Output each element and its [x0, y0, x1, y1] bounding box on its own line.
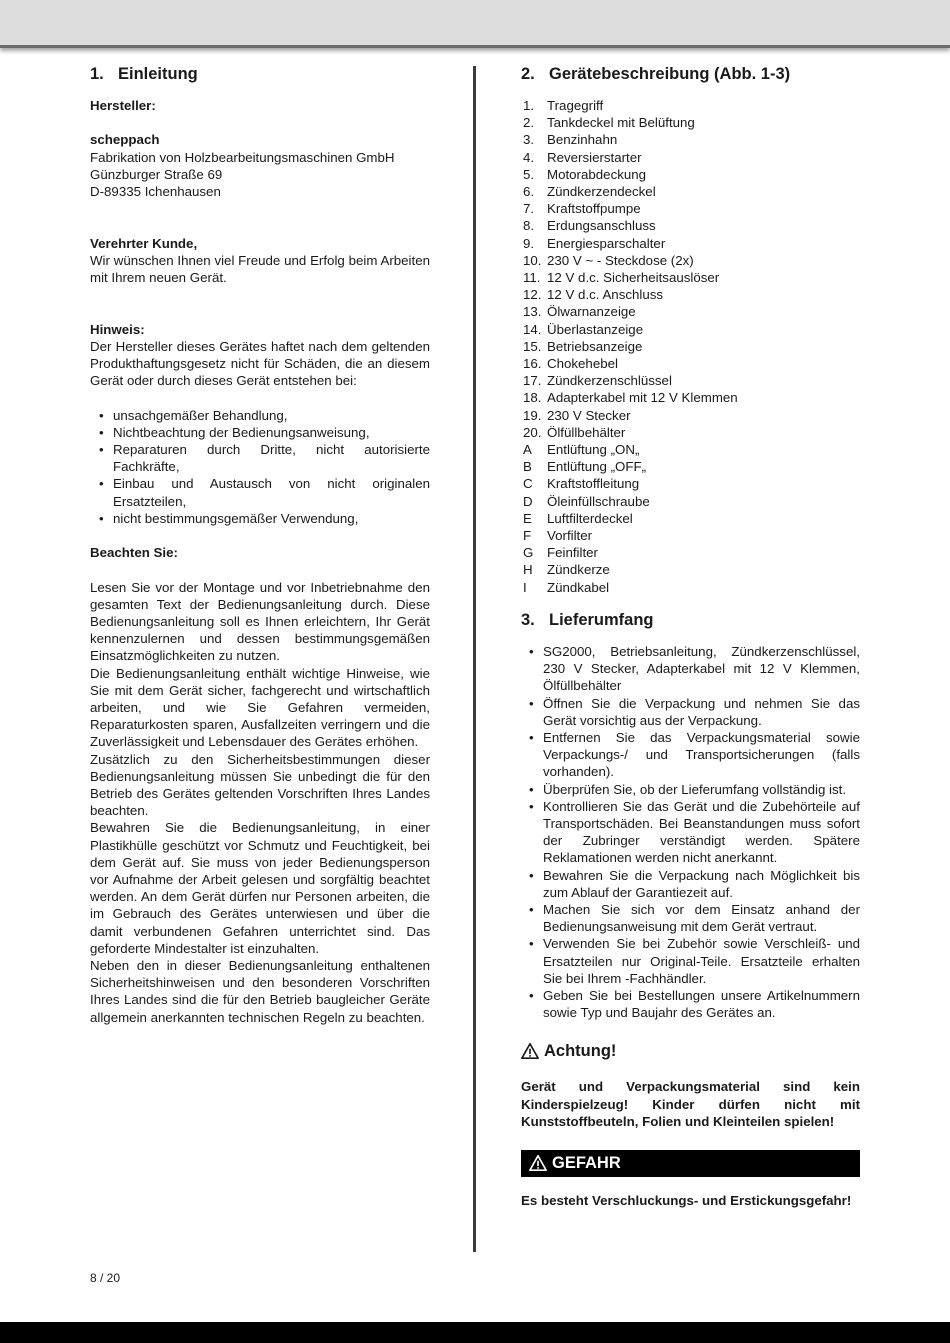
list-item	[521, 475, 860, 492]
warning-icon	[529, 1154, 547, 1172]
beachten-paragraph: Die Bedienungsanleitung enthält wichtige Hinweise, wie Sie mit dem Gerät sicher, fachgerecht und wirtschaftlich arbeiten, und wie Sie Gefahren vermeiden, Reparaturkosten sparen, Ausfallzeiten verringern und die Zuverlässigkeit und Lebensdauer des Gerätes erhöhen.	[90, 665, 430, 750]
list-item	[521, 252, 860, 269]
part-key: 11.	[523, 270, 541, 286]
gefahr-text: Es besteht Verschluckungs- und Erstickungsgefahr!	[521, 1192, 852, 1208]
part-label: Zündkerzenschlüssel	[547, 373, 672, 389]
hinweis-text: Der Hersteller dieses Gerätes haftet nach dem geltenden Produkthaftungsgesetz nicht für Schäden, die an diesem Gerät oder durch dieses Gerät entstehen bei:	[90, 338, 430, 389]
heading-number: 1.	[90, 65, 104, 83]
part-key: 20.	[523, 424, 542, 440]
part-label: 230 V ~ - Steckdose (2x)	[547, 252, 694, 268]
part-key: H	[523, 562, 533, 578]
list-item	[521, 389, 860, 406]
list-item	[521, 217, 860, 234]
heading-text: Gerätebeschreibung (Abb. 1-3)	[549, 65, 791, 83]
part-label: Zündkabel	[547, 579, 610, 595]
section-heading-geraetebeschreibung	[521, 64, 860, 84]
kunde-label: Verehrter Kunde,	[90, 235, 198, 251]
part-label: 230 V Stecker	[547, 407, 631, 423]
list-item: • Nichtbeachtung der Bedienungsanweisung,	[90, 424, 430, 441]
beachten-paragraph: Bewahren Sie die Bedienungsanleitung, in einer Plastikhülle geschützt vor Schmutz und Feuchtigkeit, bei dem Gerät auf. Sie muss von jeder Bedienungsperson vor Aufnahme der Arbeit gelesen und sorgfältig beachtet werden. An dem Gerät dürfen nur Personen arbeiten, die im Gebrauch des Gerätes unterwiesen und über die damit verbundenen Gefahren unterrichtet sind. Das geforderte Mindestalter ist einzuhalten.	[90, 820, 430, 956]
part-key: 14.	[523, 321, 542, 337]
list-item: • SG2000, Betriebsanleitung, Zündkerzenschlüssel, 230 V Stecker, Adapterkabel mit 12 V Klemmen, Ölfüllbehälter	[521, 643, 860, 695]
warning-icon	[521, 1042, 539, 1060]
part-label: Feinfilter	[547, 545, 598, 561]
part-label: Tankdeckel mit Belüftung	[547, 115, 695, 131]
list-item: • unsachgemäßer Behandlung,	[90, 407, 430, 424]
beachten-label: Beachten Sie:	[90, 545, 178, 561]
list-item	[521, 321, 860, 338]
part-label: Luftfilterdeckel	[547, 510, 633, 526]
gefahr-title: GEFAHR	[552, 1153, 621, 1172]
gefahr-banner	[521, 1150, 860, 1177]
list-item	[521, 441, 860, 458]
part-label: Kraftstoffpumpe	[547, 201, 641, 217]
list-item: • Machen Sie sich vor dem Einsatz anhand der Bedienungsanweisung mit dem Gerät vertraut.	[521, 901, 860, 935]
part-key: 4.	[523, 149, 535, 165]
list-item	[521, 131, 860, 148]
list-item	[521, 149, 860, 166]
list-item: • Einbau und Austausch von nicht originalen Ersatzteilen,	[90, 475, 430, 509]
part-key: 9.	[523, 235, 535, 251]
part-key: 19.	[523, 407, 542, 423]
part-label: 12 V d.c. Anschluss	[547, 287, 664, 303]
part-key: A	[523, 442, 532, 458]
part-key: 17.	[523, 373, 542, 389]
hersteller-label: Hersteller:	[90, 98, 156, 113]
list-item	[521, 561, 860, 578]
part-key: 15.	[523, 338, 542, 354]
achtung-title: Achtung!	[544, 1042, 617, 1061]
list-item	[521, 200, 860, 217]
list-item	[521, 493, 860, 510]
part-key: D	[523, 493, 533, 509]
heading-text: Einleitung	[118, 65, 198, 83]
heading-number: 3.	[521, 610, 535, 629]
list-item	[521, 183, 860, 200]
part-label: Erdungsanschluss	[547, 218, 656, 234]
part-label: Ölwarnanzeige	[547, 304, 636, 320]
list-item	[521, 458, 860, 475]
list-item	[521, 303, 860, 320]
part-key: 7.	[523, 201, 535, 217]
list-item: • Verwenden Sie bei Zubehör sowie Verschleiß- und Ersatzteilen nur Original-Teile. Ersatzteile erhalten Sie bei Ihrem -Fachhändler.	[521, 935, 860, 987]
list-item: • Bewahren Sie die Verpackung nach Möglichkeit bis zum Ablauf der Garantiezeit auf.	[521, 867, 860, 901]
list-item	[521, 166, 860, 183]
part-label: Entlüftung „OFF„	[547, 459, 647, 475]
part-label: Ölfüllbehälter	[547, 424, 626, 440]
list-item	[521, 424, 860, 441]
list-item	[521, 355, 860, 372]
hinweis-list	[90, 407, 430, 527]
right-column	[521, 64, 860, 1209]
list-item	[521, 269, 860, 286]
list-item	[521, 338, 860, 355]
list-item: • Geben Sie bei Bestellungen unsere Artikelnummern sowie Typ und Baujahr des Gerätes an.	[521, 987, 860, 1021]
part-key: B	[523, 459, 532, 475]
beachten-paragraph: Lesen Sie vor der Montage und vor Inbetriebnahme den gesamten Text der Bedienungsanleitung durch. Diese Bedienungsanleitung soll es Ihnen erleichtern, Ihr Gerät kennenzulernen und dessen bestimmungsgemäßen Einsatzmöglichkeiten zu nutzen.	[90, 579, 430, 664]
page-number: 8 / 20	[90, 1271, 121, 1285]
part-label: Zündkerze	[547, 562, 610, 578]
part-label: Energiesparschalter	[547, 235, 666, 251]
beachten-paragraph: Zusätzlich zu den Sicherheitsbestimmungen dieser Bedienungsanleitung müssen Sie unbedingt die für den Betrieb des Gerätes geltenden Vorschriften Ihres Landes beachten.	[90, 751, 430, 819]
list-item: • Entfernen Sie das Verpackungsmaterial sowie Verpackungs-/ und Transportsicherungen (falls vorhanden).	[521, 729, 860, 781]
part-label: Überlastanzeige	[547, 321, 644, 337]
list-item	[521, 579, 860, 596]
achtung-text: Gerät und Verpackungsmaterial sind kein Kinderspielzeug! Kinder dürfen nicht mit Kunststoffbeuteln, Folien und Kleinteilen spielen!	[521, 1079, 860, 1129]
heading-number: 2.	[521, 65, 535, 83]
section-heading-lieferumfang	[521, 610, 860, 630]
part-label: Kraftstoffleitung	[547, 476, 640, 492]
achtung-heading	[521, 1041, 860, 1061]
part-key: 5.	[523, 166, 535, 182]
company-name: scheppach	[90, 132, 160, 148]
part-key: G	[523, 545, 534, 561]
list-item	[521, 510, 860, 527]
part-key: 18.	[523, 390, 542, 406]
column-divider	[473, 66, 476, 1252]
part-label: Tragegriff	[547, 98, 604, 113]
list-item: • Öffnen Sie die Verpackung und nehmen Sie das Gerät vorsichtig aus der Verpackung.	[521, 695, 860, 729]
list-item	[521, 544, 860, 561]
part-key: I	[523, 579, 527, 595]
part-label: Adapterkabel mit 12 V Klemmen	[547, 390, 738, 406]
part-key: 3.	[523, 132, 535, 148]
part-label: Entlüftung „ON„	[547, 442, 640, 458]
company-line: D-89335 Ichenhausen	[90, 184, 221, 199]
list-item: • Überprüfen Sie, ob der Lieferumfang vollständig ist.	[521, 781, 860, 798]
kunde-text: Wir wünschen Ihnen viel Freude und Erfolg beim Arbeiten mit Ihrem neuen Gerät.	[90, 252, 430, 285]
part-label: Benzinhahn	[547, 132, 618, 148]
parts-list	[521, 97, 860, 596]
part-key: 2.	[523, 115, 535, 131]
hinweis-label: Hinweis:	[90, 321, 145, 337]
company-line: Fabrikation von Holzbearbeitungsmaschinen GmbH	[90, 149, 395, 165]
part-key: 12.	[523, 287, 542, 303]
part-label: Motorabdeckung	[547, 166, 647, 182]
part-key: 13.	[523, 304, 542, 320]
part-key: C	[523, 476, 533, 492]
list-item: • Reparaturen durch Dritte, nicht autorisierte Fachkräfte,	[90, 441, 430, 475]
list-item	[521, 97, 860, 114]
list-item	[521, 114, 860, 131]
part-label: 12 V d.c. Sicherheitsauslöser	[547, 270, 720, 286]
company-line: Günzburger Straße 69	[90, 166, 223, 182]
list-item: • Kontrollieren Sie das Gerät und die Zubehörteile auf Transportschäden. Bei Beanstandungen muss sofort der Zubringer verständigt werden. Spätere Reklamationen werden nicht anerkannt.	[521, 798, 860, 867]
part-key: 1.	[523, 98, 535, 113]
list-item: • nicht bestimmungsgemäßer Verwendung,	[90, 510, 430, 527]
header-band	[0, 0, 950, 48]
part-key: 16.	[523, 356, 542, 372]
part-key: 8.	[523, 218, 535, 234]
beachten-paragraph: Neben den in dieser Bedienungsanleitung enthaltenen Sicherheitshinweisen und den besonderen Vorschriften Ihres Landes sind die für den Betrieb baugleicher Geräte allgemein anerkannten technischen Regeln zu beachten.	[90, 958, 430, 1025]
part-label: Chokehebel	[547, 356, 618, 372]
section-heading-einleitung	[90, 64, 430, 84]
footer-band	[0, 1322, 950, 1343]
list-item	[521, 235, 860, 252]
list-item	[521, 407, 860, 424]
part-label: Betriebsanzeige	[547, 338, 643, 354]
part-key: 10.	[523, 252, 542, 268]
left-column	[90, 64, 430, 1026]
part-key: 6.	[523, 184, 535, 200]
part-key: F	[523, 528, 532, 544]
list-item	[521, 372, 860, 389]
part-label: Reversierstarter	[547, 149, 642, 165]
list-item	[521, 527, 860, 544]
part-label: Zündkerzendeckel	[547, 184, 656, 200]
list-item	[521, 286, 860, 303]
part-label: Vorfilter	[547, 528, 593, 544]
lieferumfang-list	[521, 643, 860, 1021]
part-label: Öleinfüllschraube	[547, 493, 650, 509]
heading-text: Lieferumfang	[549, 610, 654, 629]
part-key: E	[523, 510, 532, 526]
